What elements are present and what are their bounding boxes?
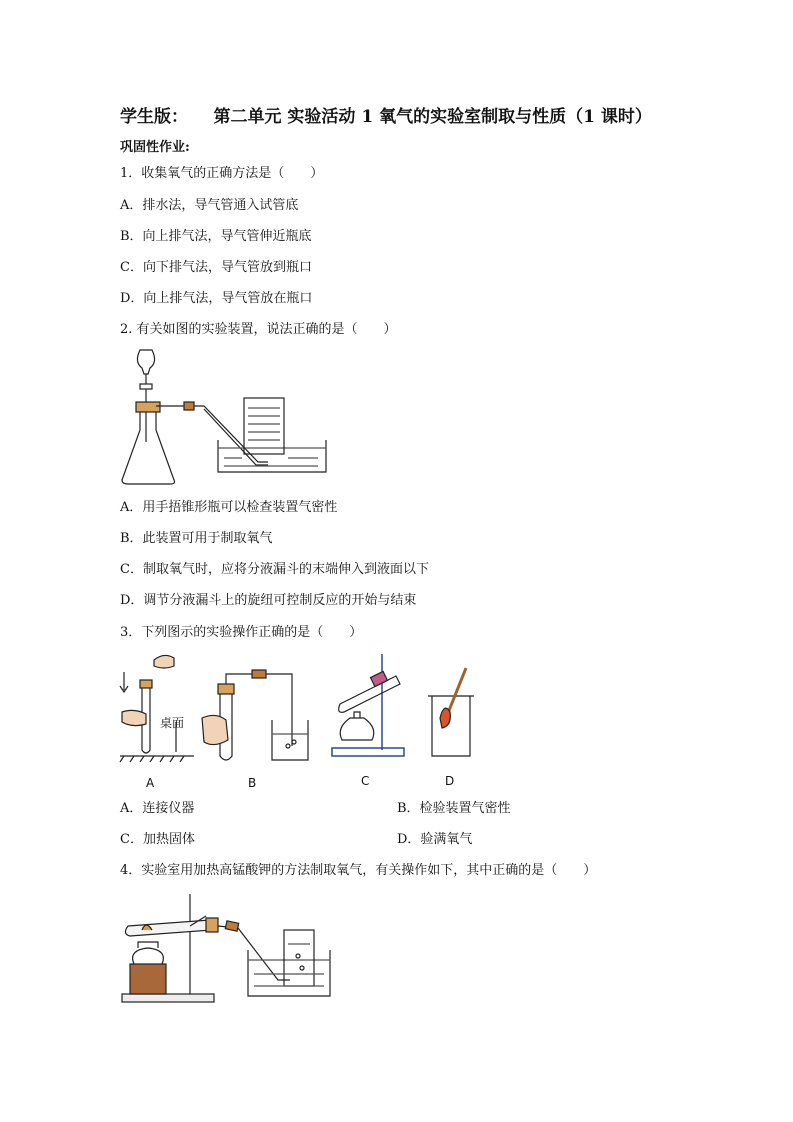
q2-option-d: D．调节分液漏斗上的旋纽可控制反应的开始与结束	[120, 593, 417, 608]
q2-option-b: B．此装置可用于制取氧气	[120, 531, 273, 546]
fig-label-a: A	[146, 776, 155, 790]
desk-label: 桌面	[160, 716, 185, 730]
q3-figure-a	[118, 652, 198, 764]
q2-stem: 2. 有关如图的实验装置，说法正确的是（ ）	[120, 322, 397, 337]
q3-option-c: C．加热固体	[120, 832, 195, 847]
section-heading: 巩固性作业:	[120, 140, 190, 155]
q3-figure-c	[326, 652, 414, 760]
q3-figure-d	[426, 666, 476, 762]
q1-option-d: D．向上排气法，导气管放在瓶口	[120, 291, 313, 306]
page-title: 学生版： 第二单元 实验活动 1 氧气的实验室制取与性质（1 课时）	[120, 107, 652, 127]
q1-option-c: C．向下排气法，导气管放到瓶口	[120, 260, 312, 275]
q4-apparatus-figure	[118, 890, 334, 1006]
q2-option-c: C．制取氧气时，应将分液漏斗的末端伸入到液面以下	[120, 562, 429, 577]
q3-option-b: B．检验装置气密性	[397, 801, 511, 816]
q2-apparatus-figure	[118, 344, 328, 490]
q3-option-d: D．验满氧气	[397, 832, 473, 847]
q4-stem: 4．实验室用加热高锰酸钾的方法制取氧气，有关操作如下，其中正确的是（ ）	[120, 863, 597, 878]
q1-stem: 1．收集氧气的正确方法是（ ）	[120, 166, 324, 181]
q3-figure-b	[200, 668, 310, 764]
q3-option-a: A．连接仪器	[120, 801, 195, 816]
q1-option-b: B．向上排气法，导气管伸近瓶底	[120, 229, 312, 244]
q2-option-a: A．用手捂锥形瓶可以检查装置气密性	[120, 500, 338, 515]
fig-label-d: D	[445, 774, 455, 788]
fig-label-c: C	[361, 774, 370, 788]
fig-label-b: B	[248, 776, 257, 790]
q3-stem: 3．下列图示的实验操作正确的是（ ）	[120, 625, 363, 640]
q1-option-a: A．排水法，导气管通入试管底	[120, 198, 299, 213]
